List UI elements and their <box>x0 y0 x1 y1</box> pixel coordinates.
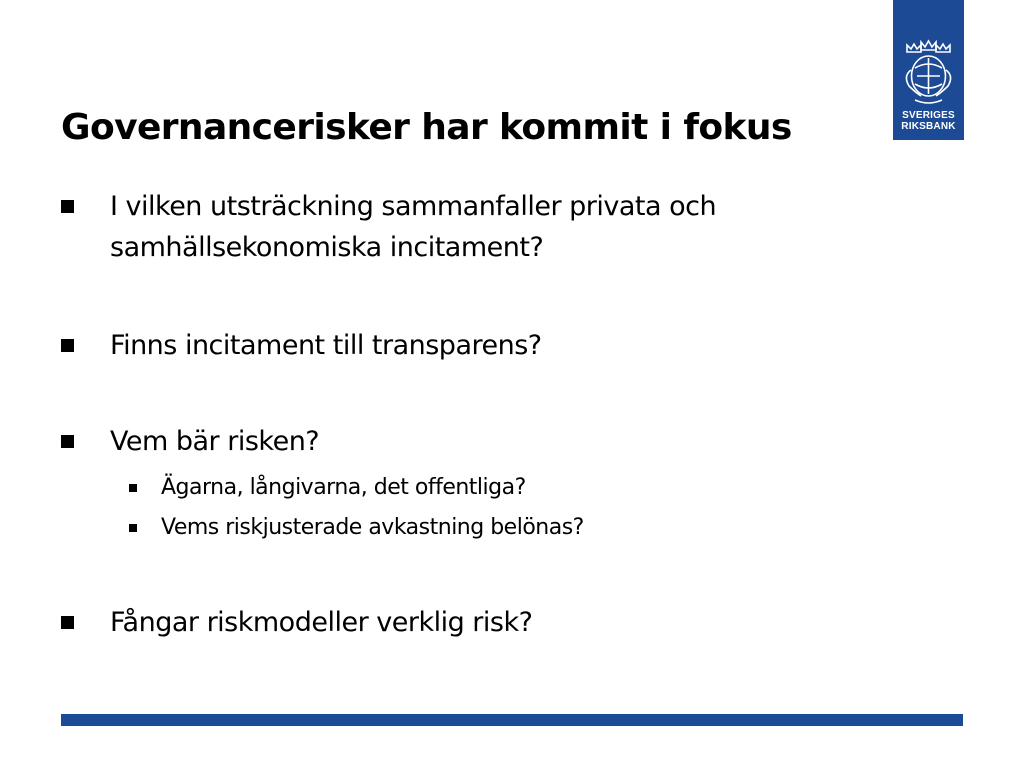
sub-bullet-square-icon <box>129 484 137 492</box>
bullet-square-icon <box>61 339 74 352</box>
sub-bullet-text: Ägarna, långivarna, det offentliga? <box>161 475 526 500</box>
bullet-square-icon <box>61 616 74 629</box>
bullet-text: Vem bär risken? <box>110 426 320 457</box>
bullet-square-icon <box>61 200 74 213</box>
logo-text-line1: SVERIGES <box>902 110 955 121</box>
logo-text-line2: RIKSBANK <box>901 121 956 132</box>
crown-emblem-icon <box>893 0 964 110</box>
sub-bullet-square-icon <box>129 524 137 532</box>
slide-title: Governancerisker har kommit i fokus <box>61 107 792 148</box>
bullet-text: I vilken utsträckning sammanfaller privata och samhällsekonomiska incitament? <box>110 191 717 263</box>
bullet-square-icon <box>61 435 74 448</box>
bullet-text: Fångar riskmodeller verklig risk? <box>110 607 533 638</box>
bullet-text: Finns incitament till transparens? <box>110 330 542 361</box>
sub-bullet-text: Vems riskjusterade avkastning belönas? <box>161 515 584 540</box>
footer-accent-bar <box>61 714 963 726</box>
riksbank-logo <box>893 0 964 140</box>
